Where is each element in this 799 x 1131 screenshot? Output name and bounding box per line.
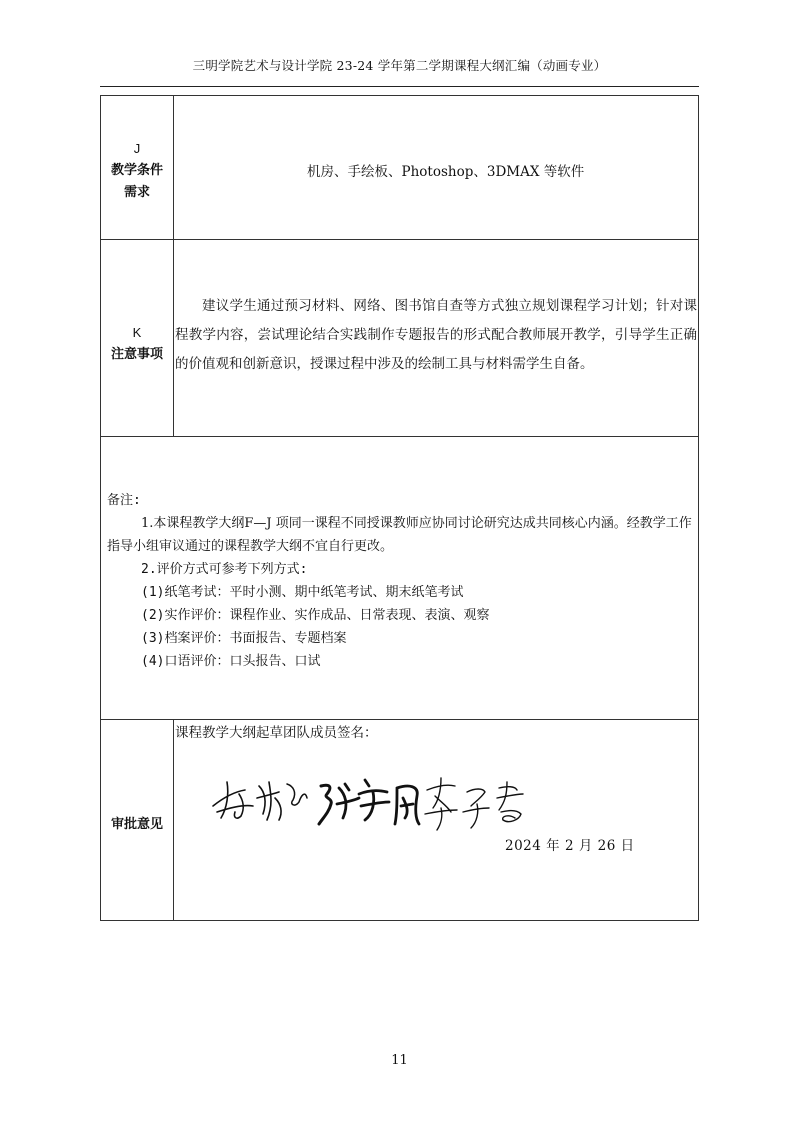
- conditions-label-line1: 教学条件: [110, 163, 163, 178]
- handwritten-signatures: [209, 768, 529, 838]
- conditions-label: [101, 138, 173, 204]
- row-divider: [101, 239, 698, 240]
- conditions-content: 机房、手绘板、Photoshop、3DMAX 等软件: [307, 164, 585, 180]
- remarks-section: [107, 489, 695, 673]
- conditions-label-line2: 需求: [123, 185, 150, 200]
- row-divider: [101, 436, 698, 437]
- remarks-method: (2)实作评价：课程作业、实作成品、日常表现、表演、观察: [141, 608, 490, 623]
- syllabus-table: [100, 95, 699, 921]
- remarks-item-1: 1.本课程教学大纲F—J 项同一课程不同授课教师应协同讨论研究达成共同核心内涵。经教学工作指导小组审议通过的课程教学大纲不宜自行更改。: [107, 516, 692, 554]
- notes-content: 建议学生通过预习材料、网络、图书馆自查等方式独立规划课程学习计划；针对课程教学内容，尝试理论结合实践制作专题报告的形式配合教师展开教学，引导学生正确的价值观和创新意识，授课过程中涉及的绘制工具与材料需学生自备。: [175, 298, 697, 372]
- approval-label: 审批意见: [110, 817, 163, 832]
- column-divider: [173, 96, 174, 436]
- signature-title: 课程教学大纲起草团队成员签名：: [175, 725, 378, 741]
- page-number: 11: [391, 1053, 408, 1068]
- remarks-method: (1)纸笔考试：平时小测、期中纸笔考试、期末纸笔考试: [141, 585, 464, 600]
- notes-label: [101, 322, 173, 366]
- notes-letter: K: [132, 325, 142, 340]
- remarks-method: (3)档案评价：书面报告、专题档案: [141, 631, 347, 646]
- notes-label-text: 注意事项: [110, 347, 163, 362]
- page-header: 三明学院艺术与设计学院 23-24 学年第二学期课程大纲汇编（动画专业）: [192, 58, 607, 73]
- header-rule: [100, 86, 699, 87]
- row-divider: [101, 719, 698, 720]
- approval-date: 2024 年 2 月 26 日: [505, 838, 635, 854]
- remarks-method: (4)口语评价：口头报告、口试: [141, 654, 321, 669]
- column-divider: [173, 719, 174, 921]
- conditions-letter: J: [133, 141, 141, 156]
- remarks-title: 备注:: [107, 493, 141, 508]
- remarks-item-2: 2.评价方式可参考下列方式:: [141, 562, 308, 577]
